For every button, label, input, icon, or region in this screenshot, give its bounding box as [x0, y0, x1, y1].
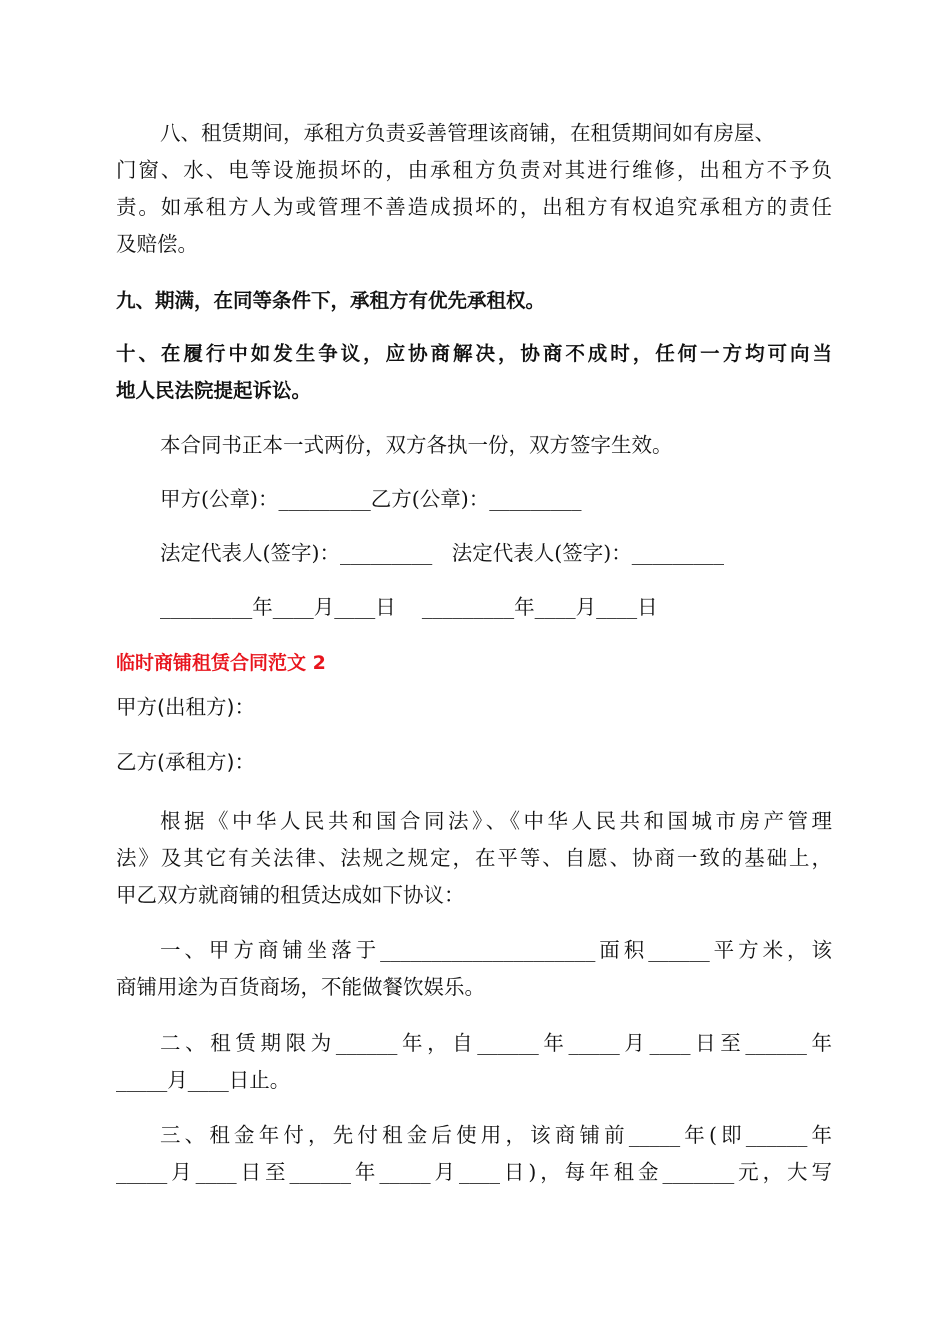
clause-8-line-3: 责。如承租方人为或管理不善造成损坏的，出租方有权追究承租方的责任 — [116, 195, 832, 219]
party-a-line: 甲方(出租方)： — [116, 695, 255, 719]
item-1-line-2: 商铺用途为百货商场，不能做餐饮娱乐。 — [116, 975, 485, 999]
party-b-paragraph — [116, 744, 832, 781]
clause-8-paragraph — [116, 115, 832, 263]
legal-rep-line: 法定代表人(签字)：_________ 法定代表人(签字)：_________ — [160, 541, 725, 565]
clause-9-paragraph — [116, 282, 832, 319]
intro-paragraph — [116, 803, 832, 914]
party-seal-paragraph — [116, 481, 832, 518]
intro-line-1: 根据《中华人民共和国合同法》、《中华人民共和国城市房产管理 — [160, 809, 832, 833]
copies-line: 本合同书正本一式两份，双方各执一份，双方签字生效。 — [160, 433, 673, 457]
clause-8-line-4: 及赔偿。 — [116, 232, 198, 256]
legal-rep-paragraph — [116, 535, 832, 572]
item-1-paragraph — [116, 932, 832, 1006]
clause-9-line-1: 九、期满，在同等条件下，承租方有优先承租权。 — [116, 289, 546, 312]
clause-8-line-2: 门窗、水、电等设施损坏的，由承租方负责对其进行维修，出租方不予负 — [116, 158, 832, 182]
item-1-line-1: 一、甲方商铺坐落于_____________________面积______平方米，该 — [160, 938, 832, 962]
item-2-paragraph — [116, 1025, 832, 1099]
party-a-paragraph — [116, 689, 832, 726]
section-2-heading — [116, 645, 832, 682]
party-b-line: 乙方(承租方)： — [116, 750, 255, 774]
item-3-line-2: _____月____日至______年_____月____日)，每年租金_______元，大写 — [116, 1160, 832, 1184]
date-line: _________年____月____日 _________年____月____日 — [160, 595, 658, 619]
item-3-paragraph — [116, 1117, 832, 1191]
party-seal-line: 甲方(公章)：_________乙方(公章)：_________ — [160, 487, 582, 511]
intro-line-2: 法》及其它有关法律、法规之规定，在平等、自愿、协商一致的基础上， — [116, 846, 832, 870]
clause-10-paragraph — [116, 335, 832, 409]
date-paragraph — [116, 589, 832, 626]
intro-line-3: 甲乙双方就商铺的租赁达成如下协议： — [116, 883, 465, 907]
clause-10-line-2: 地人民法院提起诉讼。 — [116, 379, 312, 402]
clause-10-line-1: 十、在履行中如发生争议，应协商解决，协商不成时，任何一方均可向当 — [116, 342, 832, 365]
item-2-line-1: 二、租赁期限为______年，自______年_____月____日至______年 — [160, 1031, 832, 1055]
copies-paragraph — [116, 427, 832, 464]
section-2-heading-text: 临时商铺租赁合同范文 2 — [116, 652, 326, 674]
item-3-line-1: 三、租金年付，先付租金后使用，该商铺前_____年(即______年 — [160, 1123, 832, 1147]
clause-8-line-1: 八、租赁期间，承租方负责妥善管理该商铺，在租赁期间如有房屋、 — [160, 121, 775, 145]
item-2-line-2: _____月____日止。 — [116, 1068, 291, 1092]
